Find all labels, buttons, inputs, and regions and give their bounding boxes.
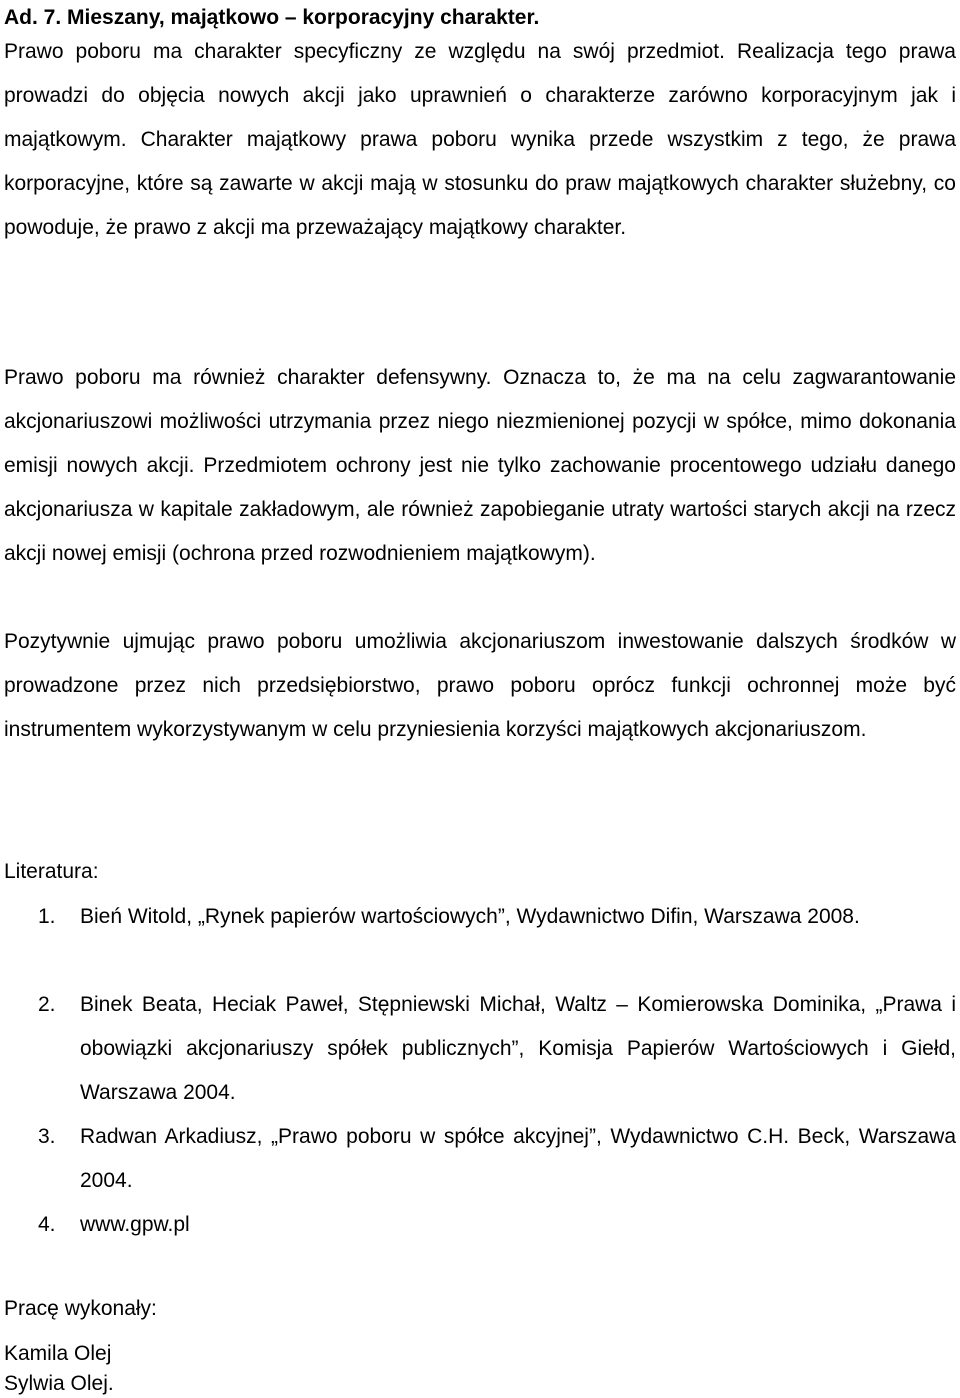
literature-item-number: 4. xyxy=(38,1213,56,1236)
literature-label: Literatura: xyxy=(4,860,99,883)
literature-item-text: Binek Beata, Heciak Paweł, Stępniewski Michał, Waltz – Komierowska Dominika, „Prawa i obowiązki akcjonariuszy spółek publicznych”, Komisja Papierów Wartościowych i Giełd, Warszawa 2004. xyxy=(80,993,956,1104)
paragraph-1: Prawo poboru ma charakter specyficzny ze względu na swój przedmiot. Realizacja tego prawa prowadzi do objęcia nowych akcji jako uprawnień o charakterze zarówno korporacyjnym jak i majątkowym. Charakter majątkowy prawa poboru wynika przede wszystkim z tego, że prawa korporacyjne, które są zawarte w akcji mają w stosunku do praw majątkowych charakter służebny, co powoduje, że prawo z akcji ma przeważający majątkowy charakter. xyxy=(4,40,956,239)
section-heading: Ad. 7. Mieszany, majątkowo – korporacyjny charakter. xyxy=(4,6,540,29)
literature-item-number: 1. xyxy=(38,905,56,928)
literature-item xyxy=(38,983,956,1115)
paragraph-2: Prawo poboru ma również charakter defensywny. Oznacza to, że ma na celu zagwarantowanie akcjonariuszowi możliwości utrzymania przez niego niezmienionej pozycji w spółce, mimo dokonania emisji nowych akcji. Przedmiotem ochrony jest nie tylko zachowanie procentowego udziału danego akcjonariusza w kapitale zakładowym, ale również zapobieganie utraty wartości starych akcji na rzecz akcji nowej emisji (ochrona przed rozwodnieniem majątkowym). xyxy=(4,366,956,565)
author-name: Sylwia Olej. xyxy=(4,1372,114,1395)
literature-item-number: 3. xyxy=(38,1125,56,1148)
literature-item-text: www.gpw.pl xyxy=(80,1213,190,1236)
author-name: Kamila Olej xyxy=(4,1342,112,1365)
literature-item-text: Bień Witold, „Rynek papierów wartościowych”, Wydawnictwo Difin, Warszawa 2008. xyxy=(80,905,860,928)
literature-item xyxy=(38,1115,956,1203)
authors-label: Pracę wykonały: xyxy=(4,1297,157,1320)
literature-item xyxy=(38,895,956,983)
paragraph-3: Pozytywnie ujmując prawo poboru umożliwia akcjonariuszom inwestowanie dalszych środków w prowadzone przez nich przedsiębiorstwo, prawo poboru oprócz funkcji ochronnej może być instrumentem wykorzystywanym w celu przyniesienia korzyści majątkowych akcjonariuszom. xyxy=(4,630,956,741)
literature-item-number: 2. xyxy=(38,993,56,1016)
literature-item xyxy=(38,1203,956,1247)
literature-item-text: Radwan Arkadiusz, „Prawo poboru w spółce akcyjnej”, Wydawnictwo C.H. Beck, Warszawa 2004. xyxy=(80,1125,956,1192)
